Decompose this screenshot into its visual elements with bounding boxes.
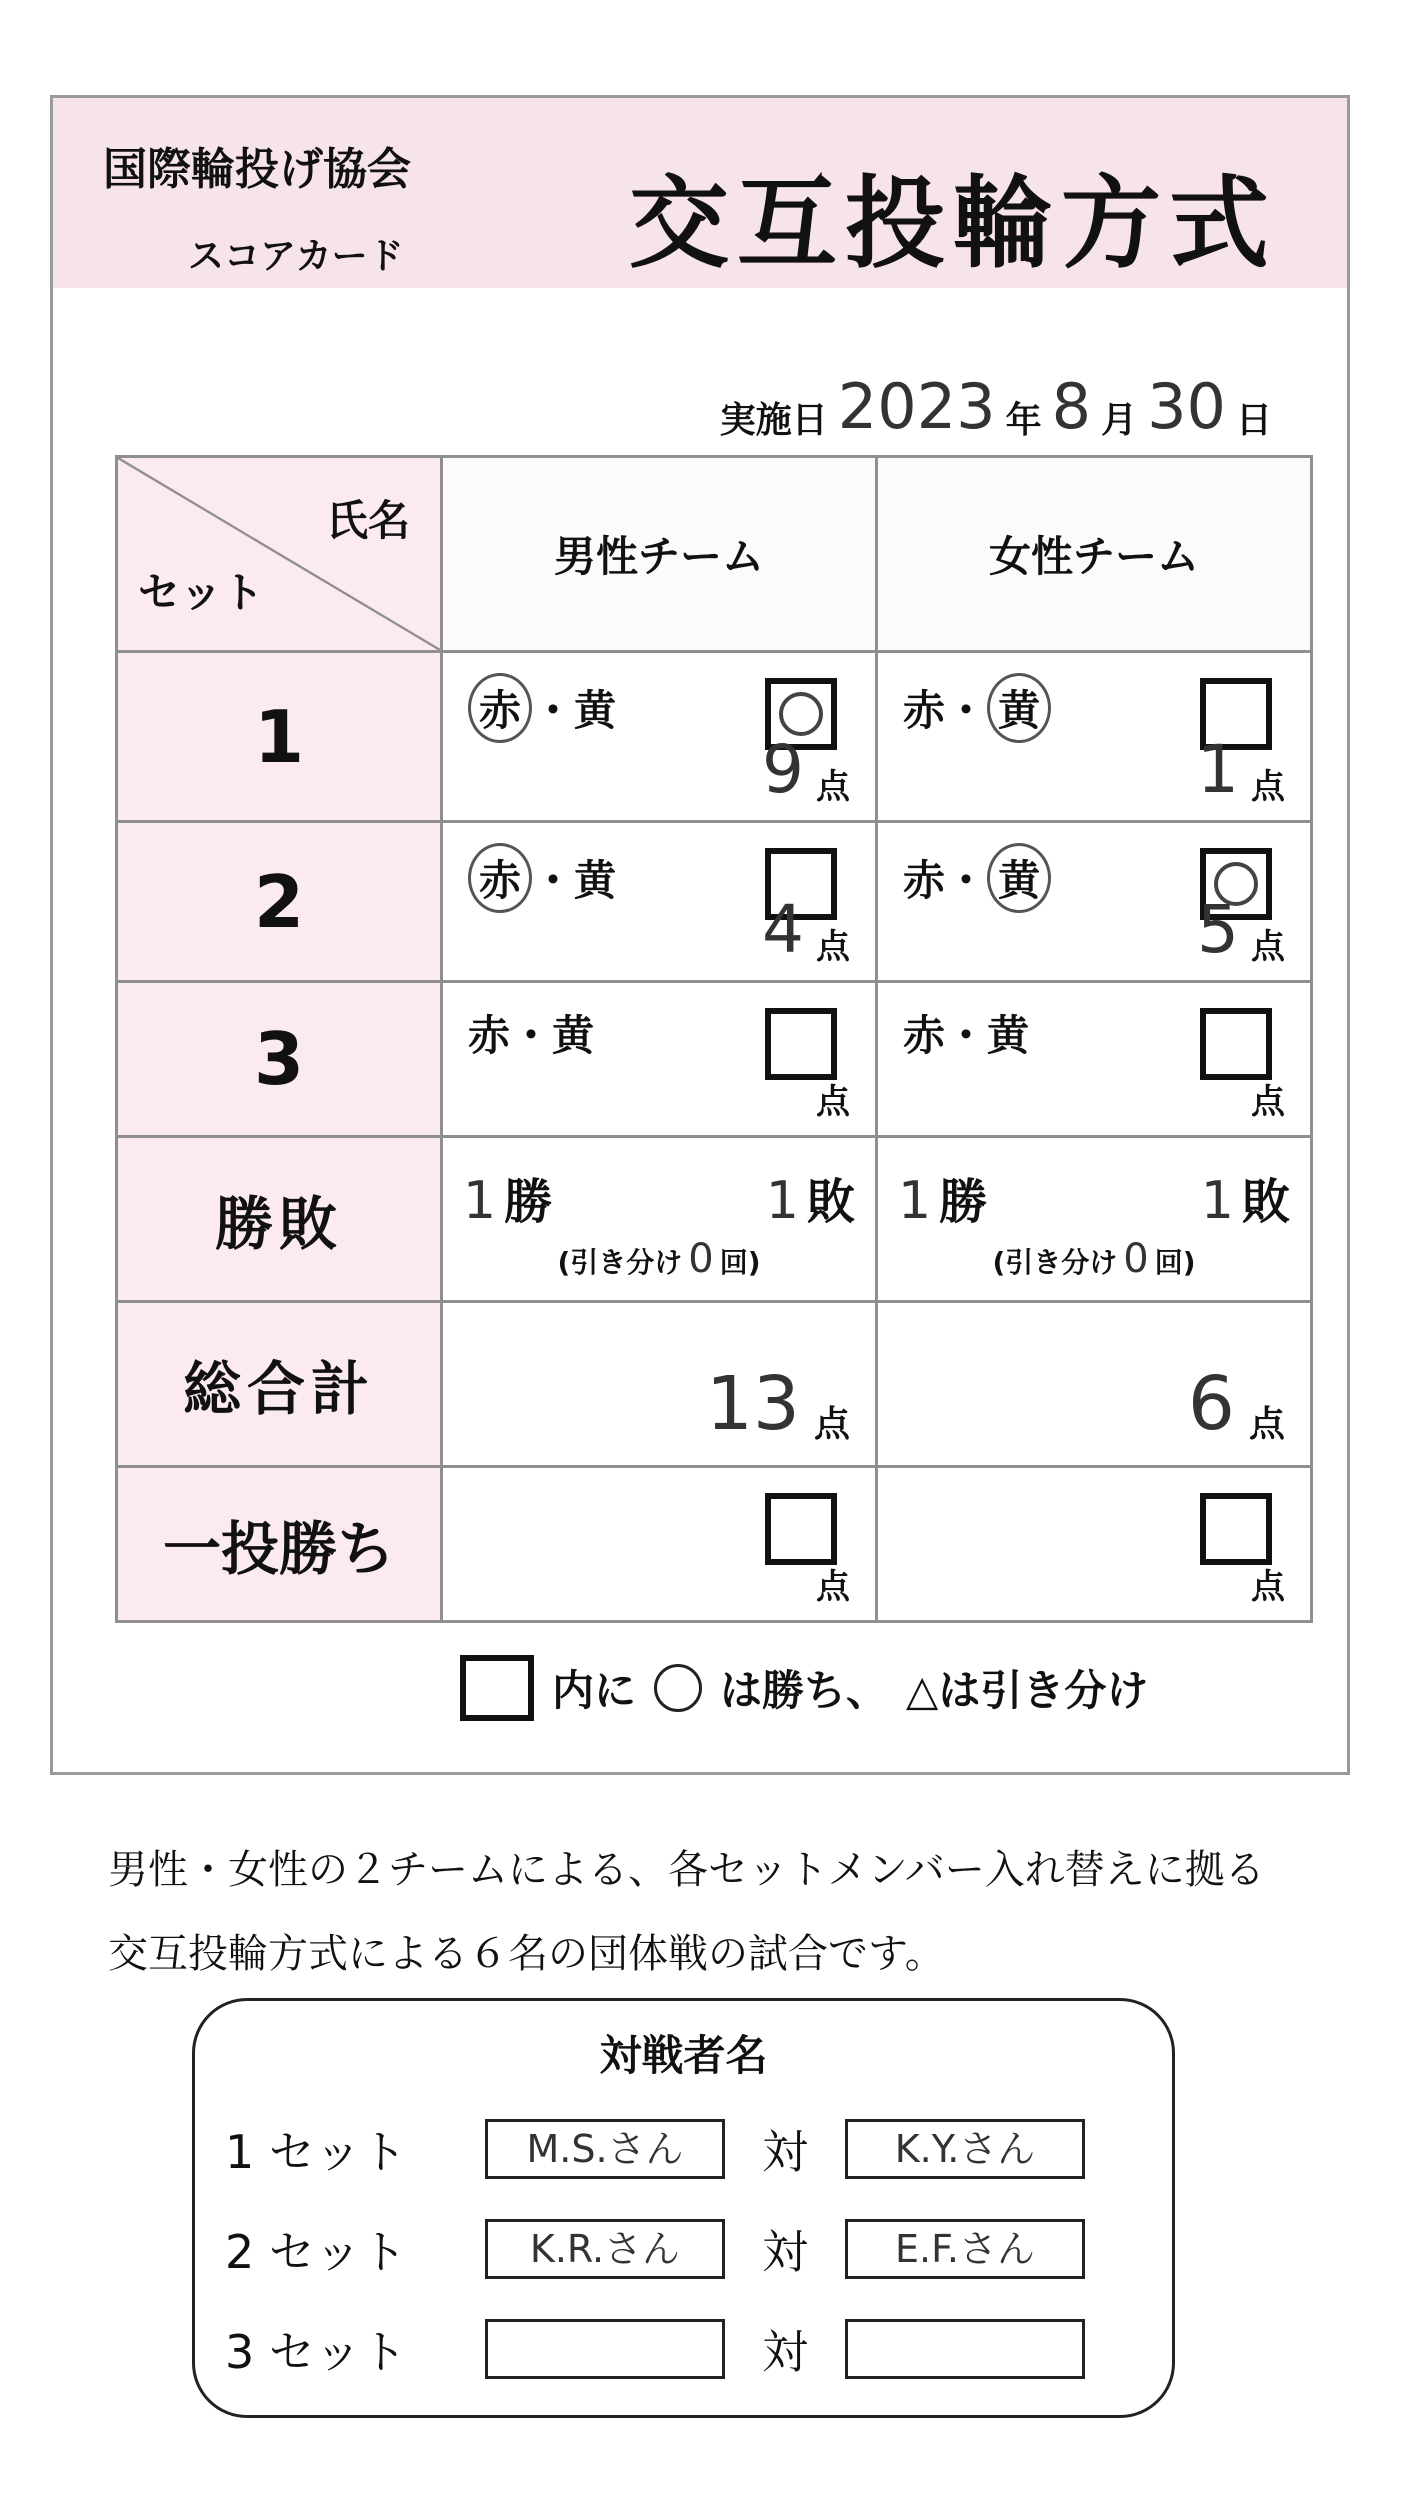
player-b-field[interactable] xyxy=(845,2319,1085,2379)
set-label-2: 2 xyxy=(117,822,442,982)
date-day: 30 xyxy=(1147,370,1226,443)
set2-women-cell xyxy=(877,822,1312,982)
score-table xyxy=(115,455,1313,1623)
set1-women-cell xyxy=(877,652,1312,822)
player-b-field[interactable]: K.Y.さん xyxy=(845,2119,1085,2179)
opponent-row: 1 セット M.S.さん 対 K.Y.さん xyxy=(225,2116,1085,2182)
points: 9 点 xyxy=(762,731,850,808)
color-options: 赤・黄 xyxy=(468,1011,595,1060)
player-a-field[interactable] xyxy=(485,2319,725,2379)
set-label-3: 3 xyxy=(117,982,442,1137)
organization-name: 国際輪投げ協会 xyxy=(103,144,411,195)
team-header-women: 女性チーム xyxy=(877,457,1312,652)
points: 点 xyxy=(816,1082,850,1122)
player-a-field[interactable]: M.S.さん xyxy=(485,2119,725,2179)
year-unit: 年 xyxy=(1005,400,1042,441)
date-year: 2023 xyxy=(837,370,996,443)
yellow-option[interactable]: 黄 xyxy=(574,856,617,905)
red-option[interactable]: 赤 xyxy=(468,1011,511,1060)
yellow-option-circled[interactable]: 黄 xyxy=(987,673,1051,743)
total-women: 6 点 xyxy=(877,1302,1312,1467)
points: 4 点 xyxy=(762,891,850,968)
red-option[interactable]: 赤 xyxy=(903,1011,946,1060)
win-circle-mark xyxy=(779,692,823,736)
red-option[interactable]: 赤 xyxy=(903,686,946,735)
yellow-option[interactable]: 黄 xyxy=(987,1011,1030,1060)
player-a-field[interactable]: K.R.さん xyxy=(485,2219,725,2279)
set3-women-cell xyxy=(877,982,1312,1137)
points: 点 xyxy=(1251,1567,1285,1607)
one-throw-men xyxy=(442,1467,877,1622)
one-throw-women xyxy=(877,1467,1312,1622)
points: 1 点 xyxy=(1197,731,1285,808)
month-unit: 月 xyxy=(1101,400,1138,441)
set2-men-cell xyxy=(442,822,877,982)
date-label: 実施日 xyxy=(719,400,828,441)
yellow-option-circled[interactable]: 黄 xyxy=(987,843,1051,913)
team-header-men: 男性チーム xyxy=(442,457,877,652)
opponent-row: 3 セット 対 xyxy=(225,2316,1085,2382)
circle-icon xyxy=(654,1664,702,1712)
red-option[interactable]: 赤 xyxy=(903,856,946,905)
corner-set-label: セット xyxy=(138,568,265,617)
total-men: 13 点 xyxy=(442,1302,877,1467)
card-header xyxy=(53,98,1347,288)
day-unit: 日 xyxy=(1235,400,1272,441)
points: 点 xyxy=(1251,1082,1285,1122)
red-option-circled[interactable]: 赤 xyxy=(468,843,532,913)
card-subtitle: スコアカード xyxy=(188,236,404,277)
yellow-option[interactable]: 黄 xyxy=(574,686,617,735)
opponent-row: 2 セット K.R.さん 対 E.F.さん xyxy=(225,2216,1085,2282)
win-loss-label: 勝敗 xyxy=(117,1137,442,1302)
date-month: 8 xyxy=(1051,370,1092,443)
legend-box-icon xyxy=(460,1655,534,1721)
color-options: 赤・黄 xyxy=(903,1011,1030,1060)
color-options: 赤・ 黄 xyxy=(903,673,1051,743)
legend: 内に は勝ち、 △は引き分け xyxy=(460,1655,1148,1721)
color-options: 赤 ・黄 xyxy=(468,843,616,913)
total-label: 総合計 xyxy=(117,1302,442,1467)
corner-name-label: 氏名 xyxy=(325,496,410,545)
opponents-panel xyxy=(192,1998,1175,2418)
result-box[interactable] xyxy=(1200,1493,1272,1565)
one-throw-label: 一投勝ち xyxy=(117,1467,442,1622)
yellow-option[interactable]: 黄 xyxy=(552,1011,595,1060)
card-title: 交互投輪方式 xyxy=(629,165,1277,282)
win-loss-men: 1 勝 1 敗 (引き分け 0 回) xyxy=(442,1137,877,1302)
points: 5 点 xyxy=(1197,891,1285,968)
opponents-title: 対戦者名 xyxy=(599,2031,768,2080)
corner-cell xyxy=(117,457,442,652)
color-options: 赤・ 黄 xyxy=(903,843,1051,913)
red-option-circled[interactable]: 赤 xyxy=(468,673,532,743)
win-loss-women: 1 勝 1 敗 (引き分け 0 回) xyxy=(877,1137,1312,1302)
description: 男性・女性の２チームによる、各セットメンバー入れ替えに拠る 交互投輪方式による６名の団体戦の試合です。 xyxy=(108,1847,1265,1977)
points: 点 xyxy=(816,1567,850,1607)
result-box[interactable] xyxy=(765,1008,837,1080)
color-options: 赤 ・黄 xyxy=(468,673,616,743)
result-box[interactable] xyxy=(1200,1008,1272,1080)
set3-men-cell xyxy=(442,982,877,1137)
corner-diagonal xyxy=(118,458,440,650)
result-box[interactable] xyxy=(765,1493,837,1565)
player-b-field[interactable]: E.F.さん xyxy=(845,2219,1085,2279)
date-row xyxy=(720,353,1272,443)
set-label-1: 1 xyxy=(117,652,442,822)
set1-men-cell xyxy=(442,652,877,822)
